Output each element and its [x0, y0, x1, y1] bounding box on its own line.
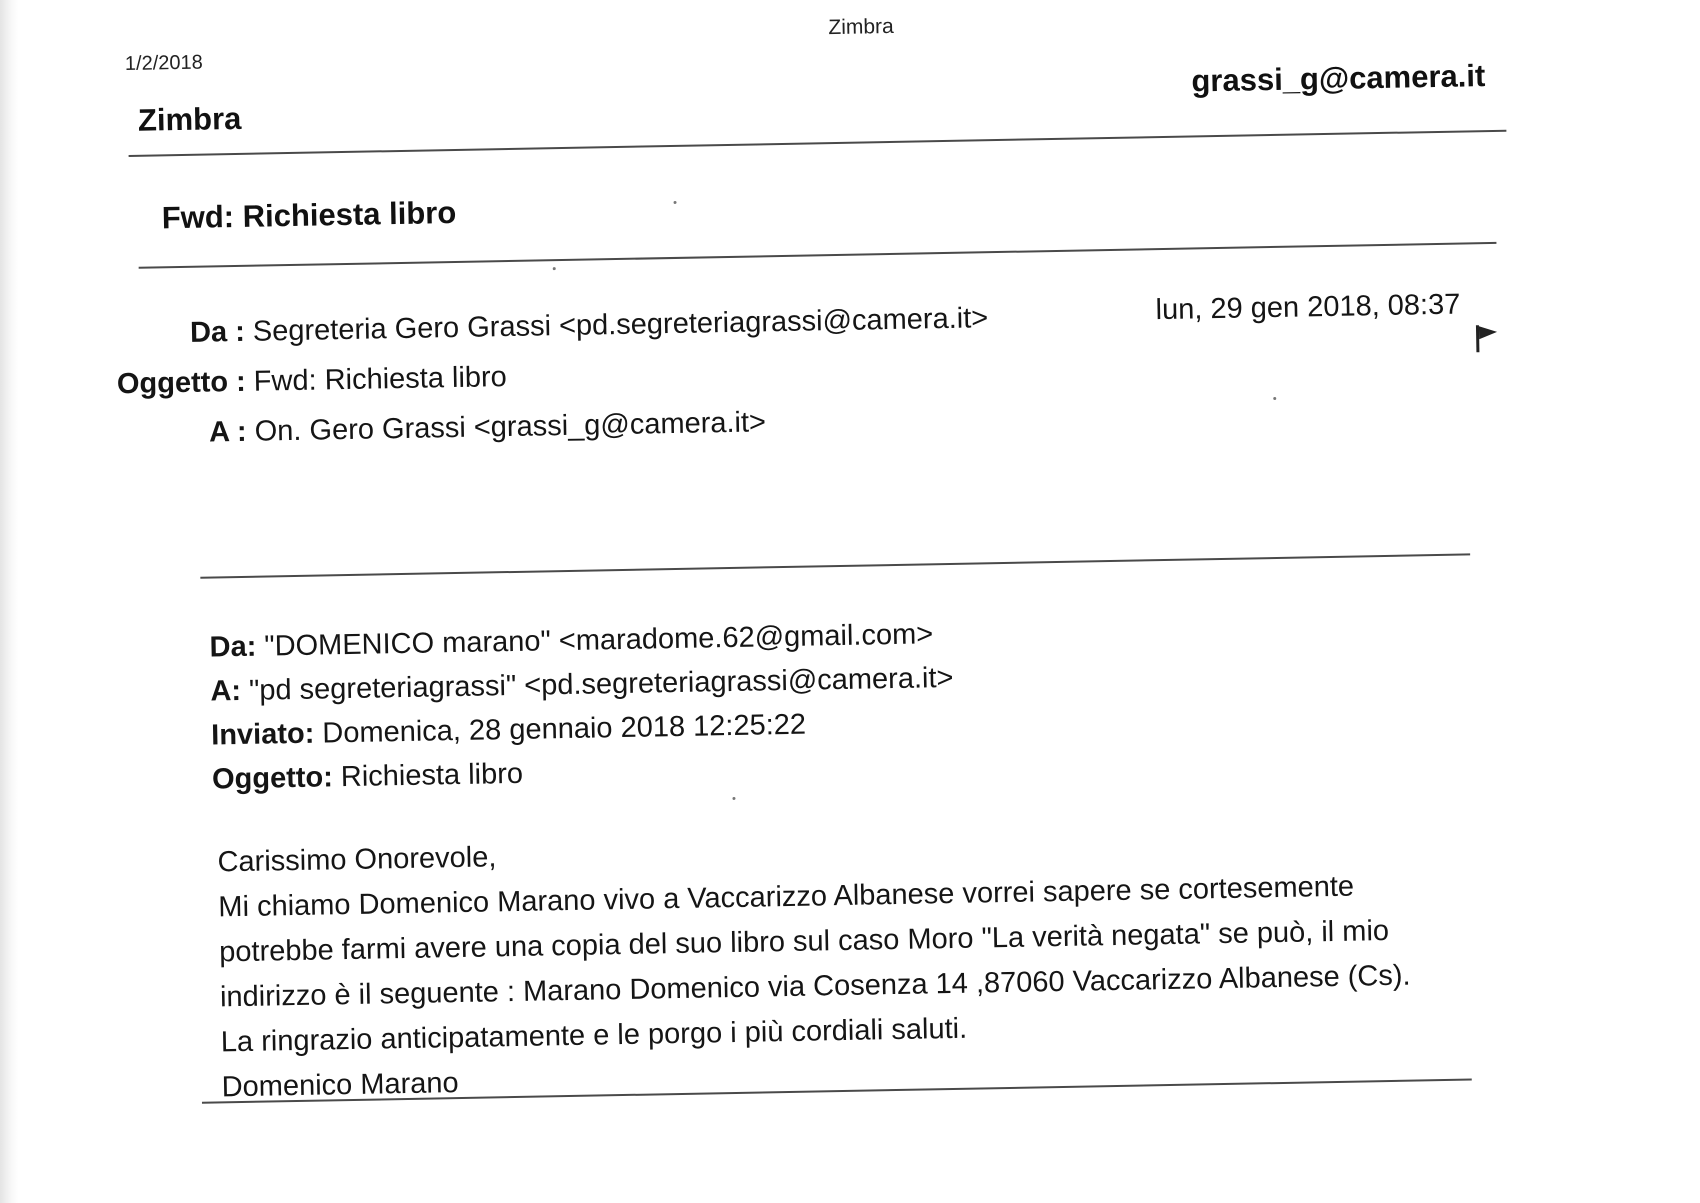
forwarded-sent-label: Inviato: [210, 717, 315, 752]
print-header-date: 1/2/2018 [124, 51, 203, 76]
printed-email [70, 0, 1691, 1189]
header-divider [129, 130, 1507, 157]
body-line: Carissimo Onorevole, [217, 841, 497, 879]
message-subject-row [101, 361, 508, 401]
forwarded-subject-label: Oggetto: [211, 761, 334, 796]
flag-icon [1474, 323, 1501, 353]
message-to-value: On. Gero Grassi <grassi_g@camera.it> [254, 406, 767, 448]
message-from-value: Segreteria Gero Grassi <pd.segreteriagrassi@camera.it> [252, 302, 989, 348]
body-line: Mi chiamo Domenico Marano vivo a Vaccarizzo Albanese vorrei sapere se cortesemente [218, 870, 1355, 924]
forwarded-to-value: "pd segreteriagrassi" <pd.segreteriagrassi@camera.it> [248, 661, 954, 707]
forwarded-subject-row [212, 758, 524, 797]
scan-edge [0, 0, 18, 1203]
scan-speck [553, 267, 556, 270]
forward-divider [200, 553, 1470, 578]
message-subject-value: Fwd: Richiesta libro [253, 361, 508, 398]
message-from-row [100, 302, 989, 351]
body-line: La ringrazio anticipatamente e le porgo i più cordiali saluti. [220, 1012, 968, 1059]
message-to-label: A : [208, 415, 247, 449]
forwarded-from-value: "DOMENICO marano" <maradome.62@gmail.com> [264, 618, 934, 663]
forwarded-to-row [210, 662, 954, 709]
message-from-label: Da : [189, 315, 246, 349]
app-brand: Zimbra [137, 100, 242, 138]
forwarded-from-label: Da: [209, 630, 257, 664]
print-header-title: Zimbra [828, 14, 894, 40]
account-email: grassi_g@camera.it [1191, 58, 1486, 99]
forwarded-sent-row [211, 709, 806, 753]
message-subject-title: Fwd: Richiesta libro [161, 194, 457, 236]
forwarded-subject-value: Richiesta libro [340, 757, 524, 794]
scan-speck [674, 201, 677, 204]
scan-speck [732, 797, 735, 800]
body-line: indirizzo è il seguente : Marano Domenico via Cosenza 14 ,87060 Vaccarizzo Albanese (Cs). [219, 959, 1411, 1014]
forwarded-to-label: A: [210, 674, 242, 708]
body-line: potrebbe farmi avere una copia del suo libro sul caso Moro "La verità negata" se può, il mio [218, 914, 1390, 969]
forwarded-from-row [209, 618, 933, 664]
body-line: Domenico Marano [221, 1067, 459, 1104]
message-to-row [101, 406, 766, 451]
message-subject-label: Oggetto : [116, 365, 247, 401]
scan-speck [1273, 397, 1276, 400]
subject-divider [139, 242, 1497, 269]
message-date: lun, 29 gen 2018, 08:37 [1155, 288, 1461, 327]
forwarded-sent-value: Domenica, 28 gennaio 2018 12:25:22 [322, 708, 807, 750]
